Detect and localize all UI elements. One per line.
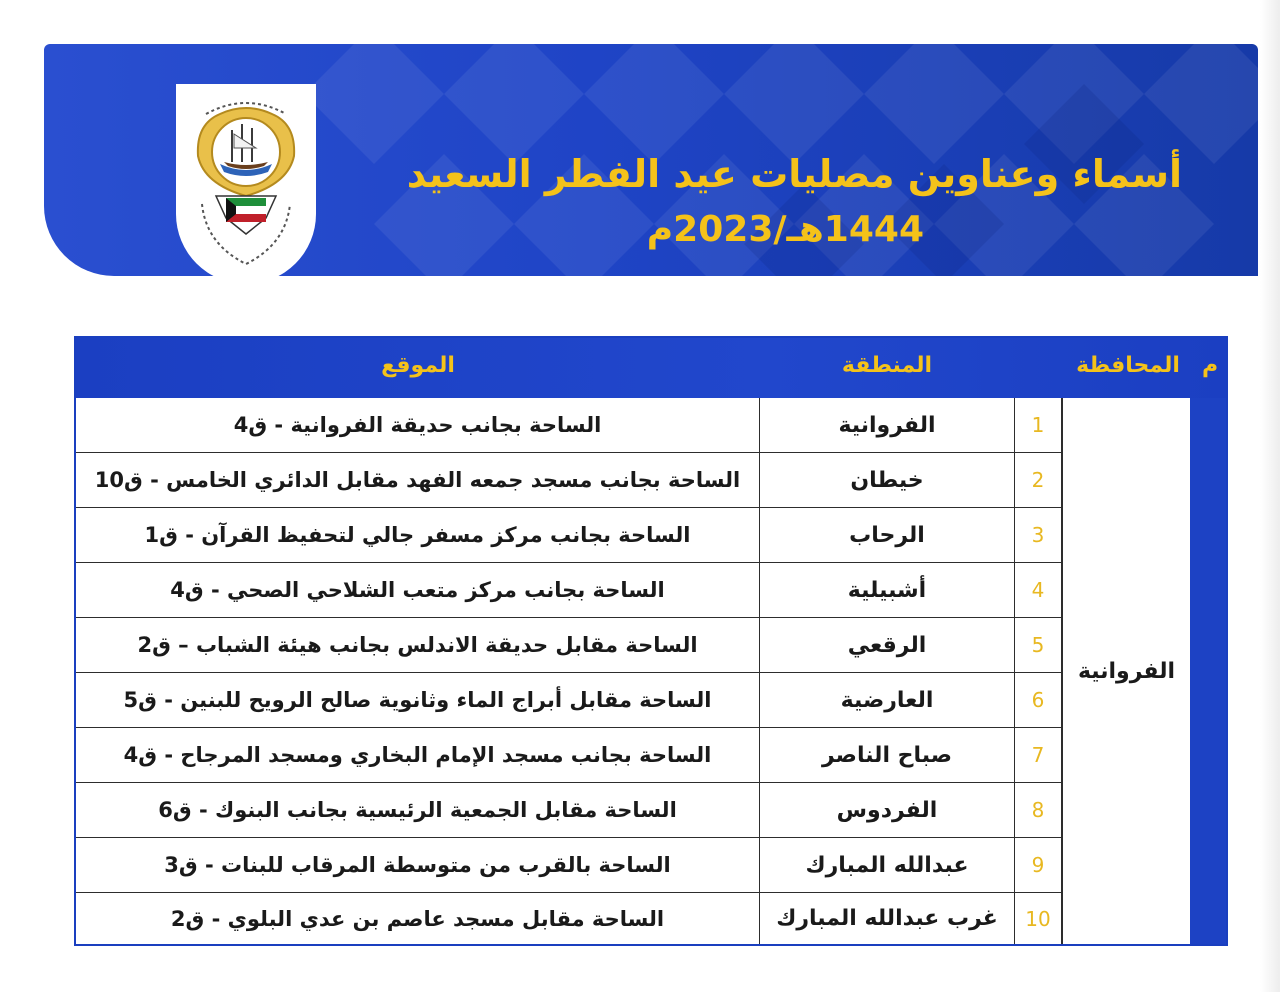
governorate-label: الفروانية bbox=[1077, 658, 1176, 684]
row-area: صباح الناصر bbox=[822, 742, 953, 768]
row-area: الرحاب bbox=[849, 522, 925, 548]
row-area: عبدالله المبارك bbox=[805, 852, 969, 878]
table-row bbox=[76, 453, 1062, 508]
row-number: 4 bbox=[1014, 563, 1062, 617]
row-number: 3 bbox=[1014, 508, 1062, 562]
header-banner bbox=[44, 44, 1258, 276]
row-location: الساحة بجانب مركز مسفر جالي لتحفيظ القرآن - ق1 bbox=[76, 508, 760, 562]
table-row bbox=[76, 563, 1062, 618]
row-number: 8 bbox=[1014, 783, 1062, 837]
row-number: 6 bbox=[1014, 673, 1062, 727]
page-year: 1444هـ/2023م bbox=[646, 209, 924, 250]
prayer-grounds-table bbox=[74, 336, 1228, 946]
row-location: الساحة بجانب مسجد جمعه الفهد مقابل الدائري الخامس - ق10 bbox=[76, 453, 760, 507]
ministry-logo bbox=[176, 84, 316, 276]
table-row bbox=[76, 838, 1062, 893]
row-location: الساحة مقابل أبراج الماء وثانوية صالح الرويح للبنين - ق5 bbox=[76, 673, 760, 727]
table-row bbox=[76, 618, 1062, 673]
table-row bbox=[76, 728, 1062, 783]
table-header bbox=[76, 338, 1226, 398]
table-row bbox=[76, 398, 1062, 453]
table-row bbox=[76, 893, 1062, 944]
row-number: 7 bbox=[1014, 728, 1062, 782]
number-column-band bbox=[1190, 398, 1226, 944]
row-location: الساحة مقابل الجمعية الرئيسية بجانب البنوك - ق6 bbox=[76, 783, 760, 837]
row-area: الفروانية bbox=[838, 412, 936, 438]
table-row bbox=[76, 783, 1062, 838]
row-area: خيطان bbox=[850, 467, 924, 493]
governorate-cell bbox=[1062, 398, 1190, 944]
row-number: 1 bbox=[1014, 398, 1062, 452]
row-area: غرب عبدالله المبارك bbox=[776, 906, 998, 931]
row-area: الفردوس bbox=[836, 797, 938, 823]
row-area: أشبيلية bbox=[847, 577, 927, 603]
row-location: الساحة بجانب مركز متعب الشلاحي الصحي - ق4 bbox=[76, 563, 760, 617]
header-number: م bbox=[1201, 353, 1219, 378]
row-area: العارضية bbox=[840, 687, 934, 713]
row-location: الساحة بجانب حديقة الفروانية - ق4 bbox=[76, 398, 760, 452]
emblem-icon bbox=[176, 84, 316, 276]
table-body bbox=[76, 398, 1062, 944]
row-number: 5 bbox=[1014, 618, 1062, 672]
row-location: الساحة بجانب مسجد الإمام البخاري ومسجد المرجاح - ق4 bbox=[76, 728, 760, 782]
row-number: 10 bbox=[1014, 893, 1062, 944]
row-location: الساحة بالقرب من متوسطة المرقاب للبنات - ق3 bbox=[76, 838, 760, 892]
row-number: 2 bbox=[1014, 453, 1062, 507]
page-title: أسماء وعناوين مصليات عيد الفطر السعيد bbox=[406, 152, 1182, 196]
table-row bbox=[76, 673, 1062, 728]
row-number: 9 bbox=[1014, 838, 1062, 892]
row-location: الساحة مقابل حديقة الاندلس بجانب هيئة الشباب – ق2 bbox=[76, 618, 760, 672]
row-location: الساحة مقابل مسجد عاصم بن عدي البلوي - ق2 bbox=[76, 893, 760, 944]
header-governorate: المحافظة bbox=[1076, 353, 1180, 378]
row-area: الرقعي bbox=[847, 632, 927, 658]
header-location: الموقع bbox=[381, 353, 455, 378]
header-area: المنطقة bbox=[841, 353, 933, 378]
table-row bbox=[76, 508, 1062, 563]
page-edge-shadow bbox=[1260, 0, 1280, 992]
